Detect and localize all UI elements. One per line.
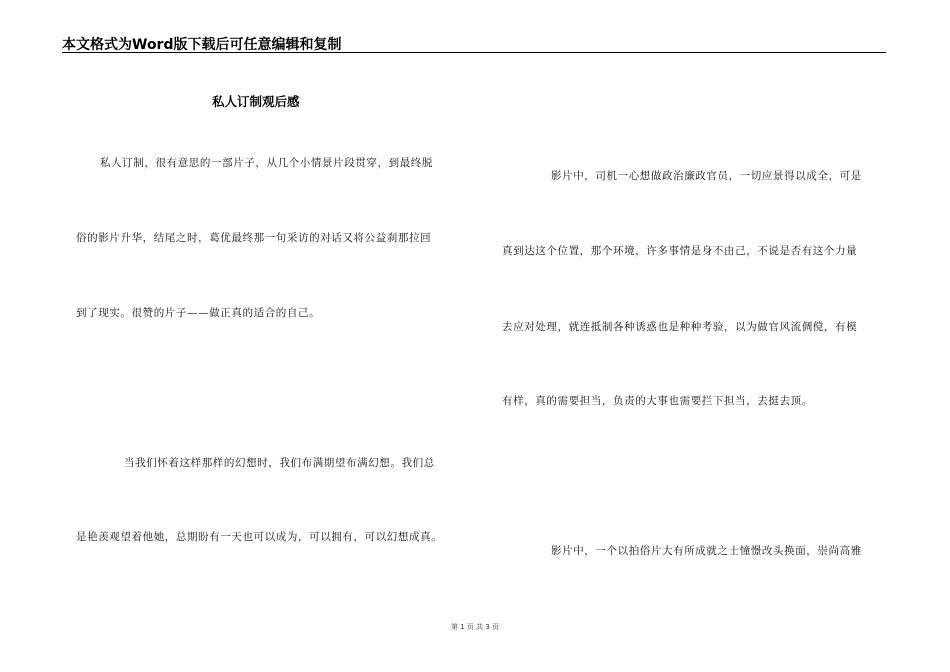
text-line: 当我们怀着这样那样的幻想时，我们布满期望布满幻想。我们总 (124, 457, 435, 469)
text-line: 去应对处理，就连抵制各种诱惑也是种种考验，以为做官风流倜傥，有模 (502, 321, 858, 333)
text-line: 有样，真的需要担当，负责的大事也需要拦下担当，去挺去顶。 (502, 395, 813, 407)
text-line: 私人订制，很有意思的一部片子，从几个小情景片段贯穿，到最终脱 (100, 157, 433, 169)
text-line: 真到达这个位置，那个环境，许多事情是身不由己，不说是否有这个力量 (502, 245, 858, 257)
text-line: 到了现实。很赞的片子——做正真的适合的自己。 (76, 307, 321, 319)
page-indicator: 第 1 页 共 3 页 (450, 623, 500, 631)
document-title: 私人订制观后感 (212, 94, 300, 109)
text-line: 影片中，司机一心想做政治廉政官员，一切应景得以成全，可是 (551, 170, 862, 182)
text-line: 是艳羡观望着他她，总期盼有一天也可以成为，可以拥有，可以幻想成真。 (76, 531, 443, 543)
document-header: 本文格式为Word版下载后可任意编辑和复制 (62, 37, 342, 53)
text-line: 影片中，一个以拍俗片大有所成就之士憧憬改头换面，崇尚高雅 (551, 545, 862, 557)
text-line: 俗的影片升华，结尾之时，葛优最终那一句采访的对话又将公益刹那拉回 (76, 232, 432, 244)
header-divider (62, 52, 886, 53)
